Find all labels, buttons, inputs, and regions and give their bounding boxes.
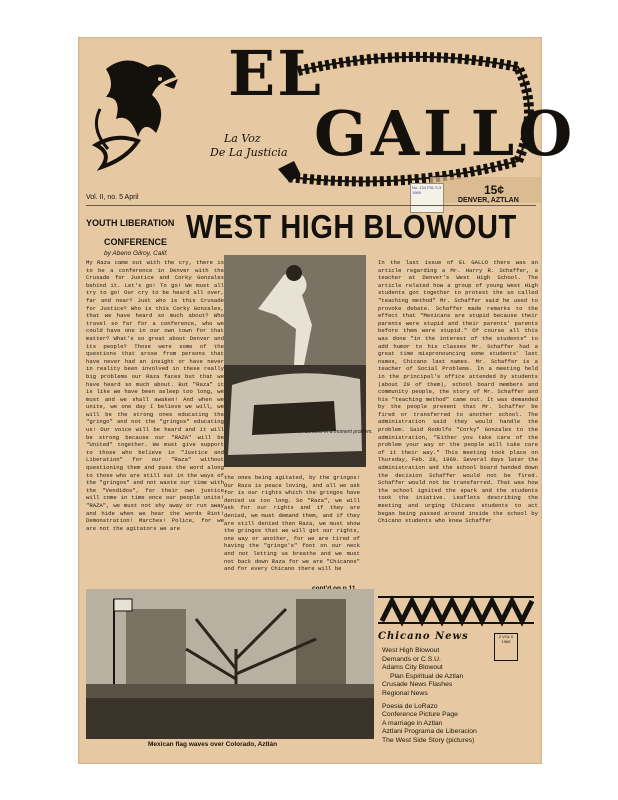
sidebar-kicker-2: CONFERENCE: [104, 237, 168, 247]
chicano-news-title: Chicano News: [378, 631, 469, 642]
masthead-rule: [86, 205, 536, 206]
newspaper-page: [78, 37, 577, 764]
article-column-2: the ones being agitated, by the gringos! Our Raza is peace loving, and all we ask for is our rights which the gringos have denied us too long. So "Raza", we will ask for our rights and if they are denied, we must demand them, and if they are still denied then Raza, we must show the gringos that we will get our rights, one way or another, for we are tired of having the "gringo's" foot on our neck and not letting us breathe and we must not back down Raza for we are "Chicanos" and for every Chicano there will be: [224, 474, 360, 573]
article-column-1: My Raza came out with the cry, there is to be a conference in Denver with the Crusade for Justice and Corky Gonzales behind it. Let's go! To go! We must all try to go! Our cry to be heard all over, far and near? Just who is this Crusade for Justice? Who is this Corky Gonzales, that we have heard so much about? Who travel so far for a conference, who we could have one in our own town for that matter? What's so great about Denver and its people? Those were some of the questions that arose from persons that have never had an insight or have never in reality been involved in these really big problems our Raza faces but that we have heard so much about. But "Raza" it is like we have been asleep too long, we must and we shall awaken! And when we unite, we one day I believe we will, we will be the strong ones educating the "gringo" and not the "gringos" educating us! Our voice will be heard and it will be strong because our "RAZA" will be "United" together. We must give support to those who believe in "Justice and Liberation" for our "Raza" without questioning them and pass the word along to those who are still sat in the ways of the "gringos" and not waste our time with the "Vendidos", for their own justice will come in time once our people unite! "RAZA", we must not shy away or run away and hide when we hear the words Riot! Demonstration! Marches! Police, for we are not the agitators we are: [86, 259, 224, 532]
photo-caption-1: Mr. Schaffer in a moment problem.: [296, 429, 373, 435]
contents-item: The West Side Story (pictures): [382, 736, 475, 744]
crowd-photo: [86, 589, 374, 739]
article-column-3: In the last issue of EL GALLO there was an article regarding a Mr. Harry R. Schaffer, a teacher at Denver's West High School. The article related how a group of young West High students got together to protest the so called "teaching method" Mr. Schaffer said he used to provoke debate. Schaffer made remarks to the effect that "Mexicans are stupid because their parents were stupid and their parents' parents before them were stupid." Of course all this was done "in the interest of the students" to add humor to his classes Mr. Schaffer had a great time mispronouncing some students' last names, Chicano last names. Mr. Schaffer is a teacher of Social Problems. In a meeting held in the principal's office attended by students (about 20 of them), school board members and community people, the story of Mr. Schaffer and his "teaching method" came out. It was demanded by the people present that Mr. Schaffer be fired or transferred to another school. The administration said they would handle the problem. Said Rodolfo "Corky" Gonzales to the administration, "Either you take care of the problem your way or the people will take care of it their way." This meeting took place on Thursday, Feb. 28, 1969. Several days later the administration and the school board handed down the decision Schaffer would not be fired. Schaffer would not be transferred. That was how the school ignited the spark and the students took the iniative. Leaflets describing the meeting and urging Chicano students to act began being passed around inside the school by Chicano students who knew Schaffer: [378, 259, 538, 525]
contents-item: Conference Picture Page: [382, 711, 458, 719]
aztec-banner-art: [378, 593, 534, 627]
dateline: DENVER, AZTLAN: [458, 197, 519, 204]
library-sticker: No. 134 F51 S.3 1969: [410, 183, 444, 213]
headline: WEST HIGH BLOWOUT: [186, 209, 517, 246]
contents-item: West High Blowout: [382, 647, 440, 654]
masthead-title-gallo: GALLO: [314, 97, 577, 170]
sidebar-kicker: YOUTH LIBERATION: [86, 218, 175, 228]
contents-item: Adams City Blowout: [382, 664, 443, 672]
rooster-emblem: [86, 49, 194, 179]
masthead-title-el: EL: [228, 37, 323, 110]
volume-line: Vol. II, no. 5 April: [86, 194, 139, 201]
contents-item: Aztlani Programa de Liberacion: [382, 728, 477, 736]
photo-caption-2: Mexican flag waves over Colorado, Aztlán: [148, 741, 278, 748]
contents-item: A marriage in Aztlan: [382, 719, 443, 727]
masthead-tagline-1: La Voz: [224, 132, 261, 145]
protest-photo: [224, 255, 366, 467]
contents-item: Plan Espiritual de Aztlan: [390, 672, 464, 680]
contents-list: [382, 647, 477, 746]
contents-item: Crusade News Flashes: [382, 681, 453, 689]
contents-item: Demands or C.S.U.: [382, 655, 441, 663]
archive-stamp: 2 VOL II 1969: [494, 633, 518, 661]
price: 15¢: [484, 183, 505, 197]
contents-item: Regional News: [382, 689, 428, 697]
chicano-news-box: [378, 593, 538, 753]
contents-item: Poesia de LoRazo: [382, 702, 438, 710]
masthead-tagline-2: De La Justicia: [210, 146, 288, 159]
byline: by Abeno Gilroy, Calif.: [104, 250, 168, 257]
